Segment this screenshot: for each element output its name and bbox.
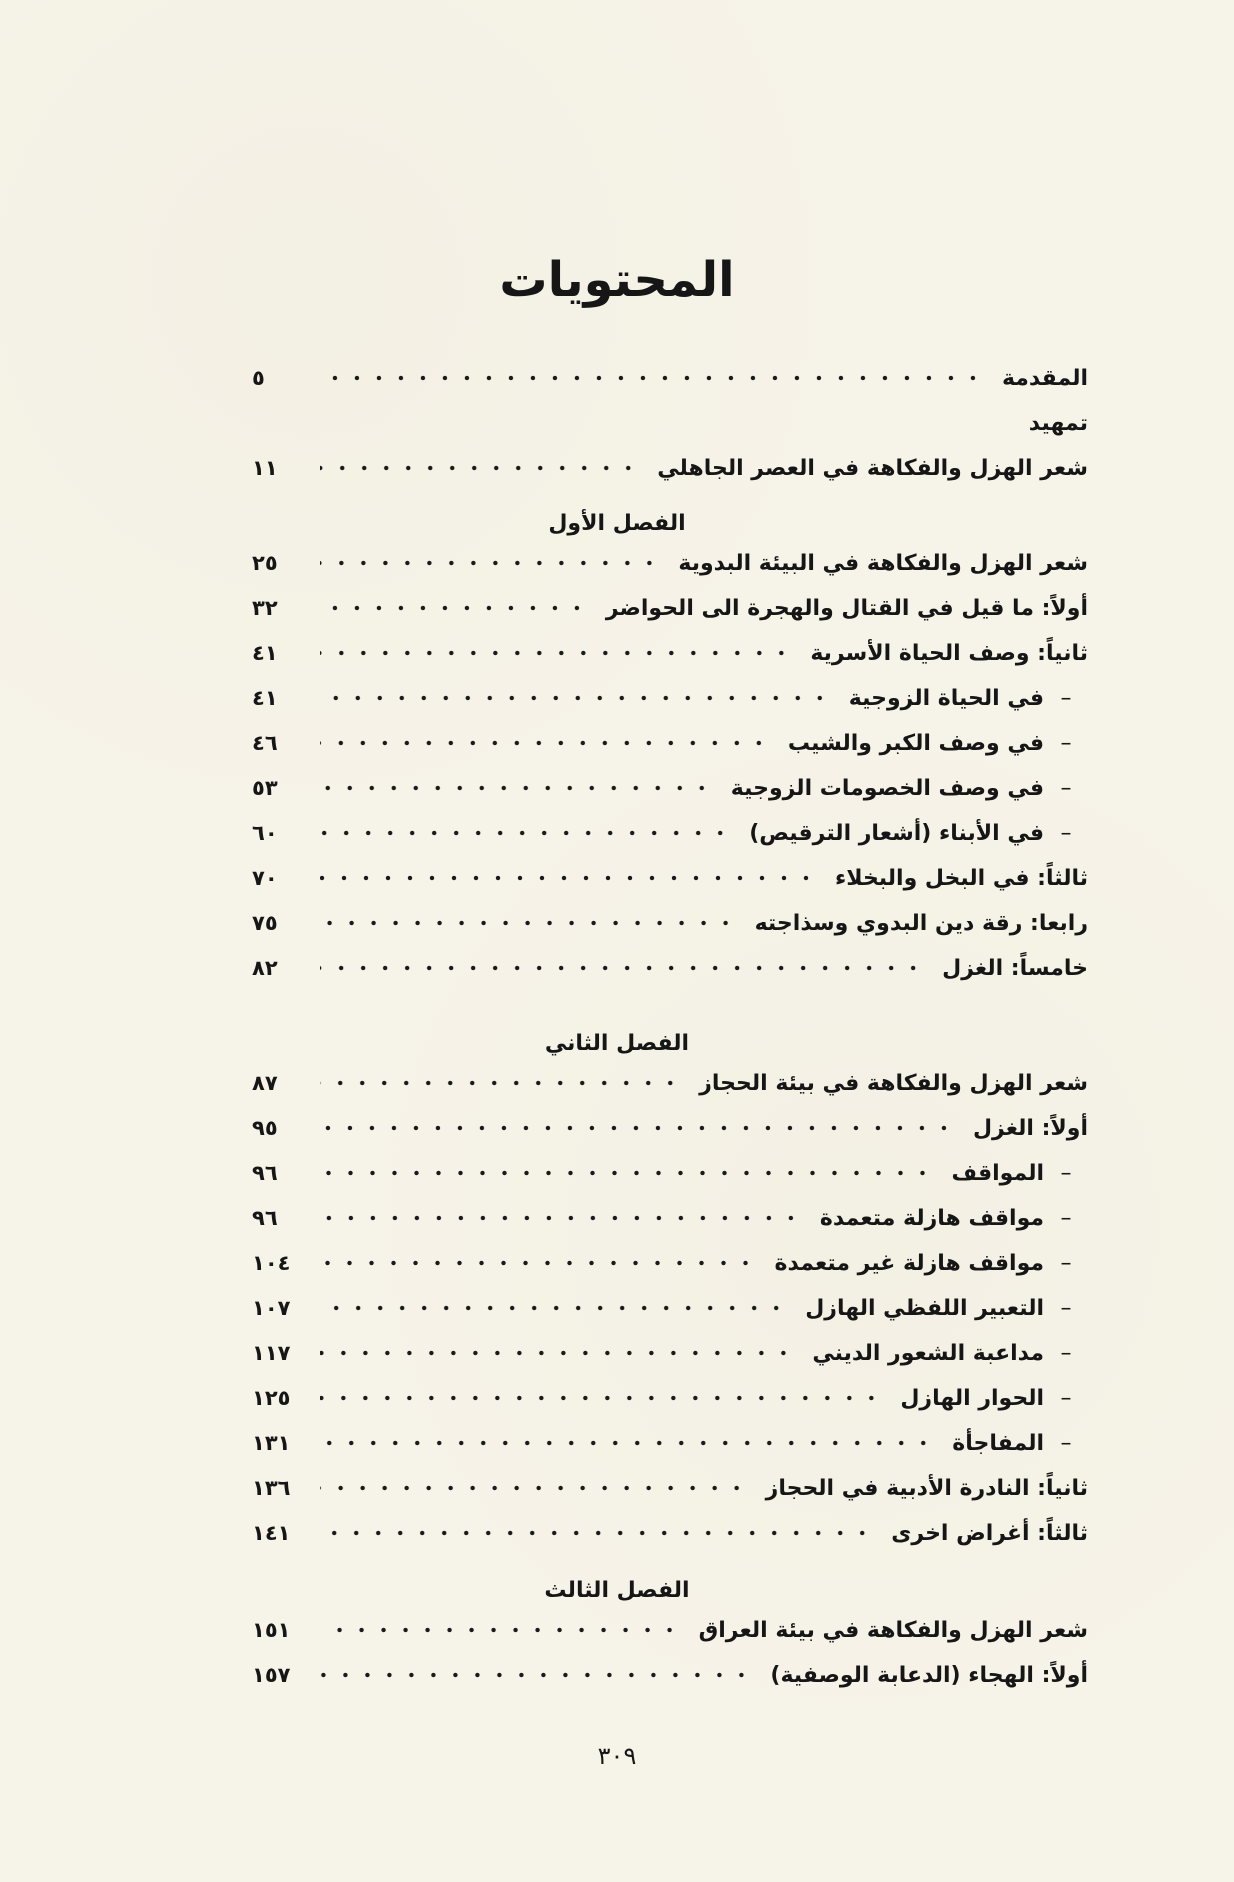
toc-page-number: ٧٠ xyxy=(252,866,278,890)
dash-bullet: – xyxy=(1060,775,1072,801)
toc-page-number: ١٣١ xyxy=(252,1431,291,1455)
toc-entry-text: الحوار الهازل xyxy=(900,1385,1044,1411)
dot-leader xyxy=(320,604,588,612)
toc-entry-literary-anecdote xyxy=(252,1466,1088,1510)
toc-page-number: ٥ xyxy=(252,366,265,390)
toc-page-number: ٤٦ xyxy=(252,731,278,755)
toc-entry-label: شعر الهزل والفكاهة في البيئة البدوية xyxy=(678,550,1088,576)
toc-page-number: ١٥١ xyxy=(252,1618,291,1642)
toc-entry-label: أولاً: ما قيل في القتال والهجرة الى الحواضر xyxy=(605,595,1088,621)
toc-entry-label: أولاً: الغزل xyxy=(972,1115,1088,1141)
toc-entry-label xyxy=(804,1341,1088,1366)
toc-entry-other-themes xyxy=(252,1511,1088,1555)
toc-page-number: ٤١ xyxy=(252,686,278,710)
toc-page-number: ٧٥ xyxy=(252,911,278,935)
toc-entry-label: خامساً: الغزل xyxy=(942,955,1088,981)
toc-entry-hijaz-love-poetry xyxy=(252,1106,1088,1150)
toc-page-number: ٣٢ xyxy=(252,596,278,620)
toc-entry-text: المفاجأة xyxy=(952,1430,1044,1456)
dot-leader xyxy=(320,784,713,792)
dash-bullet: – xyxy=(1060,1340,1072,1366)
toc-entry-bedouin-environment xyxy=(252,541,1088,585)
toc-entry-marital-disputes xyxy=(252,766,1088,810)
toc-entry-fighting-migration xyxy=(252,586,1088,630)
dot-leader xyxy=(320,694,831,702)
dot-leader xyxy=(320,1484,748,1492)
toc-page-number: ١١ xyxy=(252,456,278,480)
toc-entry-text: مداعبة الشعور الديني xyxy=(812,1340,1044,1366)
toc-entry-verbal-humor xyxy=(252,1286,1088,1330)
dot-leader xyxy=(320,1671,752,1679)
page-number: ٣٠٩ xyxy=(597,1742,637,1770)
toc-page-number: ٨٢ xyxy=(252,956,278,980)
toc-entry-text: في وصف الخصومات الزوجية xyxy=(730,775,1044,801)
toc-entry-label: رابعا: رقة دين البدوي وسذاجته xyxy=(754,910,1088,936)
toc-entry-preface xyxy=(252,401,1088,445)
chapter-heading-second xyxy=(0,1031,1234,1056)
dot-leader xyxy=(320,1214,802,1222)
dot-leader xyxy=(320,1079,681,1087)
dot-leader xyxy=(320,464,639,472)
toc-entry-text: في وصف الكبر والشيب xyxy=(787,730,1044,756)
toc-entry-label xyxy=(944,1161,1089,1186)
toc-entry-introduction xyxy=(252,356,1088,400)
dot-leader xyxy=(320,1124,955,1132)
toc-entry-label: المقدمة xyxy=(1001,365,1088,391)
toc-page-number: ٩٥ xyxy=(252,1116,278,1140)
page-title: المحتويات xyxy=(499,252,735,308)
toc-page-number: ١٥٧ xyxy=(252,1663,291,1687)
toc-page-number: ٦٠ xyxy=(252,821,278,845)
toc-entry-surprise xyxy=(252,1421,1088,1465)
toc-entry-label xyxy=(892,1386,1088,1411)
toc-entry-label: ثانياً: النادرة الأدبية في الحجاز xyxy=(765,1475,1088,1501)
toc-entry-label xyxy=(780,731,1088,756)
toc-entry-text: التعبير اللفظي الهازل xyxy=(805,1295,1044,1321)
toc-entry-label xyxy=(841,686,1088,711)
dot-leader xyxy=(320,1529,873,1537)
toc-page-number: ١٢٥ xyxy=(252,1386,291,1410)
dot-leader xyxy=(320,649,792,657)
dash-bullet: – xyxy=(1060,685,1072,711)
toc-entry-love-poetry xyxy=(252,946,1088,990)
toc-entry-label xyxy=(812,1206,1088,1231)
toc-entry-satire xyxy=(252,1653,1088,1697)
toc-page-number: ٢٥ xyxy=(252,551,278,575)
toc-entry-preislamic-humor xyxy=(252,446,1088,490)
toc-entry-text: مواقف هازلة متعمدة xyxy=(819,1205,1044,1231)
toc-entry-text: في الحياة الزوجية xyxy=(848,685,1044,711)
chapter-title: الفصل الأول xyxy=(548,511,686,536)
toc-entry-situations xyxy=(252,1151,1088,1195)
toc-entry-label xyxy=(723,776,1088,801)
toc-page-number: ٨٧ xyxy=(252,1071,278,1095)
dot-leader xyxy=(320,1304,787,1312)
toc-page-number: ١٤١ xyxy=(252,1521,291,1545)
dot-leader xyxy=(320,739,770,747)
toc-entry-old-age xyxy=(252,721,1088,765)
toc-entry-hijaz-environment xyxy=(252,1061,1088,1105)
toc-entry-intentional-humor xyxy=(252,1196,1088,1240)
toc-page-number: ١٠٧ xyxy=(252,1296,291,1320)
toc-entry-iraq-environment xyxy=(252,1608,1088,1652)
chapter-heading-first xyxy=(0,511,1234,536)
chapter-title: الفصل الثالث xyxy=(544,1578,690,1603)
toc-entry-stinginess xyxy=(252,856,1088,900)
dot-leader xyxy=(320,919,737,927)
toc-entry-family-life xyxy=(252,631,1088,675)
toc-page-number: ٤١ xyxy=(252,641,278,665)
dot-leader xyxy=(320,964,924,972)
toc-entry-married-life xyxy=(252,676,1088,720)
toc-entry-humorous-dialogue xyxy=(252,1376,1088,1420)
toc-entry-label xyxy=(741,821,1088,846)
dot-leader xyxy=(320,559,660,567)
toc-entry-text: في الأبناء (أشعار الترقيص) xyxy=(749,820,1044,846)
toc-entry-unintentional-humor xyxy=(252,1241,1088,1285)
chapter-heading-third xyxy=(0,1578,1234,1603)
dash-bullet: – xyxy=(1060,820,1072,846)
toc-page-number: ١١٧ xyxy=(252,1341,291,1365)
dash-bullet: – xyxy=(1060,1430,1072,1456)
toc-entry-label: شعر الهزل والفكاهة في بيئة العراق xyxy=(698,1617,1088,1643)
dash-bullet: – xyxy=(1060,1295,1072,1321)
dot-leader xyxy=(320,374,984,382)
toc-entry-label: ثالثاً: أغراض اخرى xyxy=(891,1520,1088,1546)
toc-page-number: ٩٦ xyxy=(252,1206,278,1230)
toc-page-number: ١٠٤ xyxy=(252,1251,291,1275)
dot-leader xyxy=(320,874,817,882)
toc-entry-bedouin-religion xyxy=(252,901,1088,945)
toc-entry-label: ثالثاً: في البخل والبخلاء xyxy=(835,865,1088,891)
toc-page-number: ١٣٦ xyxy=(252,1476,291,1500)
dash-bullet: – xyxy=(1060,1160,1072,1186)
dot-leader xyxy=(320,1439,934,1447)
dot-leader xyxy=(320,1626,681,1634)
toc-entry-label: شعر الهزل والفكاهة في العصر الجاهلي xyxy=(657,455,1088,481)
chapter-title: الفصل الثاني xyxy=(544,1031,690,1056)
toc-entry-religious-teasing xyxy=(252,1331,1088,1375)
toc-entry-label: شعر الهزل والفكاهة في بيئة الحجاز xyxy=(699,1070,1088,1096)
toc-entry-label: أولاً: الهجاء (الدعابة الوصفية) xyxy=(770,1662,1088,1688)
toc-entry-label xyxy=(944,1431,1088,1456)
toc-entry-label xyxy=(797,1296,1088,1321)
dot-leader xyxy=(320,1349,794,1357)
dash-bullet: – xyxy=(1060,1385,1072,1411)
toc-entry-text: مواقف هازلة غير متعمدة xyxy=(774,1250,1044,1276)
dash-bullet: – xyxy=(1060,1250,1072,1276)
dot-leader xyxy=(320,1394,882,1402)
dot-leader xyxy=(320,1169,934,1177)
toc-entry-text: المواقف xyxy=(951,1160,1044,1186)
dot-leader xyxy=(320,829,731,837)
dash-bullet: – xyxy=(1060,730,1072,756)
dash-bullet: – xyxy=(1060,1205,1072,1231)
toc-page-number: ٥٣ xyxy=(252,776,278,800)
toc-entry-label xyxy=(767,1251,1088,1276)
toc-entry-label: تمهيد xyxy=(1028,410,1088,436)
toc-entry-label: ثانياً: وصف الحياة الأسرية xyxy=(810,640,1088,666)
dot-leader xyxy=(320,1259,757,1267)
toc-entry-children-poems xyxy=(252,811,1088,855)
toc-page-number: ٩٦ xyxy=(252,1161,278,1185)
